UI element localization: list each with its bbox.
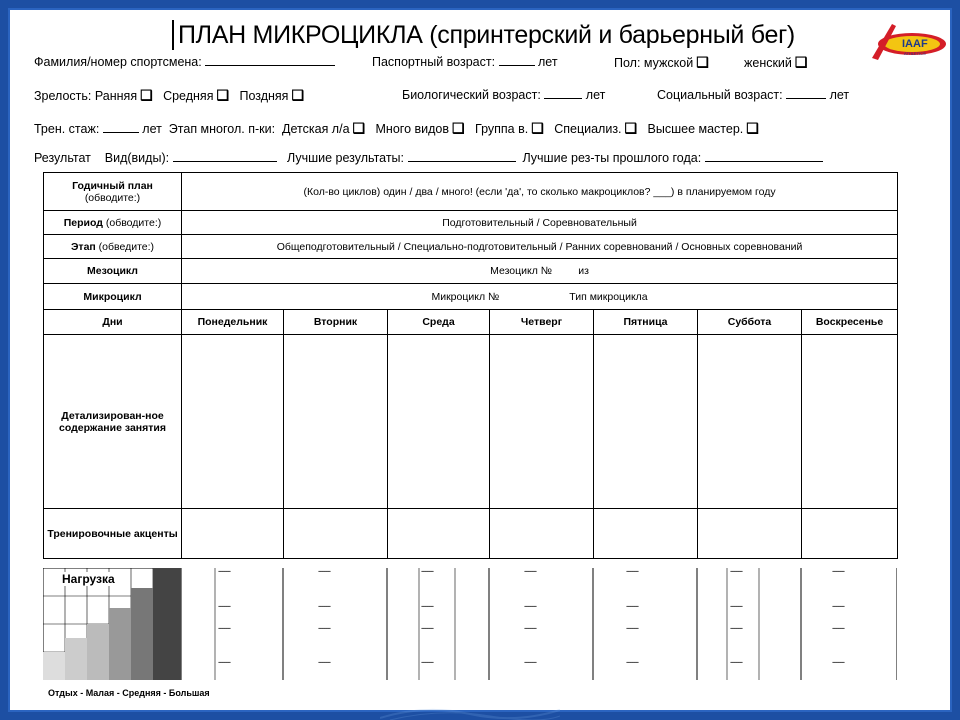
detail-cell[interactable] xyxy=(284,335,388,509)
load-dash: ------ xyxy=(524,566,536,576)
load-label: Нагрузка xyxy=(62,572,115,586)
load-dash: ------ xyxy=(318,566,330,576)
master-checkbox[interactable]: ❑ xyxy=(746,120,759,136)
result-label: Результат xyxy=(34,151,91,165)
special-checkbox[interactable]: ❑ xyxy=(624,120,638,136)
days-label: Дни xyxy=(44,310,182,335)
meso-of-label: из xyxy=(578,265,589,277)
load-dash: ------ xyxy=(832,657,844,667)
load-dash: ------ xyxy=(730,657,742,667)
social-age-group xyxy=(657,87,849,103)
athlete-name-label: Фамилия/номер спортсмена: xyxy=(34,55,202,69)
load-dash: ------ xyxy=(832,566,844,576)
stage-options[interactable]: Общеподготовительный / Специально-подготовительный / Ранних соревнований / Основных соревнований xyxy=(182,235,898,259)
period-row xyxy=(44,211,898,235)
early-label: Ранняя xyxy=(94,89,138,103)
load-dash: ------ xyxy=(421,623,433,633)
day-monday: Понедельник xyxy=(182,310,284,335)
kind-field[interactable] xyxy=(173,151,277,162)
load-dash: ------ xyxy=(626,623,638,633)
micro-number-label: Микроцикл № xyxy=(431,290,500,303)
accent-cell[interactable] xyxy=(284,509,388,559)
day-wednesday: Среда xyxy=(388,310,490,335)
stage-row-note: (обведите:) xyxy=(98,240,155,253)
day-sunday: Воскресенье xyxy=(802,310,898,335)
period-label: Период xyxy=(63,216,103,229)
male-checkbox[interactable]: ❑ xyxy=(696,54,709,70)
detail-row xyxy=(44,335,898,509)
female-group xyxy=(744,54,807,71)
detail-cell[interactable] xyxy=(802,335,898,509)
experience-field[interactable] xyxy=(103,122,139,133)
sex-group xyxy=(614,54,709,71)
years-label: лет xyxy=(538,55,558,69)
page-title: ПЛАН МИКРОЦИКЛА (спринтерский и барьерный бег) xyxy=(172,20,795,50)
experience-group xyxy=(34,120,759,137)
many-checkbox[interactable]: ❑ xyxy=(452,120,465,136)
accent-cell[interactable] xyxy=(698,509,802,559)
special-label: Специализ. xyxy=(554,122,622,136)
bio-age-field[interactable] xyxy=(544,88,582,99)
social-years-label: лет xyxy=(829,88,850,102)
detail-cell[interactable] xyxy=(594,335,698,509)
annual-plan-header xyxy=(44,173,182,211)
prev-best-label: Лучшие рез-ты прошлого года: xyxy=(522,151,702,165)
load-dash: ------ xyxy=(730,623,742,633)
early-checkbox[interactable]: ❑ xyxy=(140,87,153,103)
accent-cell[interactable] xyxy=(594,509,698,559)
load-dash: ------ xyxy=(626,657,638,667)
male-label: мужской xyxy=(643,56,694,70)
results-group xyxy=(34,150,823,166)
bio-age-label: Биологический возраст: xyxy=(402,88,541,102)
load-dash: ------ xyxy=(730,566,742,576)
experience-years-label: лет xyxy=(142,122,162,136)
background-swirl-decoration xyxy=(380,700,560,720)
detail-cell[interactable] xyxy=(182,335,284,509)
stage-row-label: Этап xyxy=(70,240,96,253)
load-dash: ------ xyxy=(218,623,230,633)
annual-plan-label: Годичный план xyxy=(72,179,153,192)
logo-text: IAAF xyxy=(902,38,928,50)
bio-years-label: лет xyxy=(585,88,606,102)
late-label: Поздняя xyxy=(239,89,289,103)
period-header xyxy=(44,211,182,235)
stage-label: Этап многол. п-ки: xyxy=(168,122,276,136)
micro-label: Микроцикл xyxy=(44,284,182,310)
day-saturday: Суббота xyxy=(698,310,802,335)
accent-cell[interactable] xyxy=(802,509,898,559)
load-dash: ------ xyxy=(832,623,844,633)
logo-subtext: ATHLETICS xyxy=(904,51,926,56)
load-dash: ------ xyxy=(730,601,742,611)
meso-number-label: Мезоцикл № xyxy=(490,265,553,277)
kind-label: Вид(виды): xyxy=(104,151,170,165)
annual-plan-note: (обводите:) xyxy=(84,191,141,204)
meso-label: Мезоцикл xyxy=(44,259,182,284)
social-age-label: Социальный возраст: xyxy=(657,88,783,102)
master-label: Высшее мастер. xyxy=(647,122,744,136)
experience-label: Трен. стаж: xyxy=(34,122,100,136)
medium-checkbox[interactable]: ❑ xyxy=(216,87,230,103)
accents-row xyxy=(44,509,898,559)
detail-cell[interactable] xyxy=(388,335,490,509)
social-age-field[interactable] xyxy=(786,88,826,99)
athlete-name-field[interactable] xyxy=(205,55,335,66)
load-dash: ------ xyxy=(218,601,230,611)
load-legend: Отдых - Малая - Средняя - Большая xyxy=(48,688,210,698)
load-dash: ------ xyxy=(318,657,330,667)
load-dash: ------ xyxy=(524,623,536,633)
day-tuesday: Вторник xyxy=(284,310,388,335)
annual-plan-row xyxy=(44,173,898,211)
micro-type-label: Тип микроцикла xyxy=(569,290,648,303)
day-friday: Пятница xyxy=(594,310,698,335)
kids-label: Детская л/а xyxy=(282,122,350,136)
detail-cell[interactable] xyxy=(490,335,594,509)
load-dash: ------ xyxy=(318,623,330,633)
maturity-group xyxy=(34,87,304,104)
prev-best-field[interactable] xyxy=(705,151,823,162)
load-dash: ------ xyxy=(421,657,433,667)
load-dash: ------ xyxy=(524,601,536,611)
bio-age-group xyxy=(402,87,605,103)
load-dash: ------ xyxy=(318,601,330,611)
load-grid xyxy=(43,568,897,680)
annual-plan-text[interactable]: (Кол-во циклов) один / два / много! (если 'да', то сколько макроциклов? ___) в планируемом году xyxy=(182,173,898,211)
accent-cell[interactable] xyxy=(490,509,594,559)
many-label: Много видов xyxy=(375,122,450,136)
load-dash: ------ xyxy=(218,566,230,576)
kids-checkbox[interactable]: ❑ xyxy=(352,120,366,136)
period-note: (обводите:) xyxy=(105,216,162,229)
load-dash: ------ xyxy=(421,601,433,611)
meso-cell[interactable] xyxy=(182,259,898,284)
stage-header xyxy=(44,235,182,259)
best-label: Лучшие результаты: xyxy=(287,151,405,165)
detail-label: Детализирован-ное содержание занятия xyxy=(44,335,182,509)
days-row xyxy=(44,310,898,335)
medium-label: Средняя xyxy=(163,89,214,103)
microcycle-table xyxy=(43,172,898,559)
load-dash: ------ xyxy=(524,657,536,667)
female-checkbox[interactable]: ❑ xyxy=(794,54,808,70)
meso-row xyxy=(44,259,898,284)
stage-row xyxy=(44,235,898,259)
micro-cell[interactable] xyxy=(182,284,898,310)
sex-label: Пол: xyxy=(614,56,641,70)
passport-age-group xyxy=(372,54,558,70)
accent-cell[interactable] xyxy=(388,509,490,559)
accent-cell[interactable] xyxy=(182,509,284,559)
passport-age-label: Паспортный возраст: xyxy=(372,55,496,69)
day-thursday: Четверг xyxy=(490,310,594,335)
group-checkbox[interactable]: ❑ xyxy=(531,120,544,136)
group-label: Группа в. xyxy=(475,122,529,136)
load-dash: ------ xyxy=(626,566,638,576)
detail-cell[interactable] xyxy=(698,335,802,509)
iaaf-logo xyxy=(852,18,948,64)
load-dash: ------ xyxy=(218,657,230,667)
load-dash: ------ xyxy=(832,601,844,611)
accents-label: Тренировочные акценты xyxy=(44,509,182,559)
best-field[interactable] xyxy=(408,151,516,162)
load-dash: ------ xyxy=(421,566,433,576)
micro-row xyxy=(44,284,898,310)
maturity-label: Зрелость: xyxy=(34,89,92,103)
athlete-info-row xyxy=(34,54,335,70)
female-label: женский xyxy=(744,56,792,70)
late-checkbox[interactable]: ❑ xyxy=(291,87,305,103)
load-dash: ------ xyxy=(626,601,638,611)
passport-age-field[interactable] xyxy=(499,55,535,66)
period-options[interactable]: Подготовительный / Соревновательный xyxy=(182,211,898,235)
